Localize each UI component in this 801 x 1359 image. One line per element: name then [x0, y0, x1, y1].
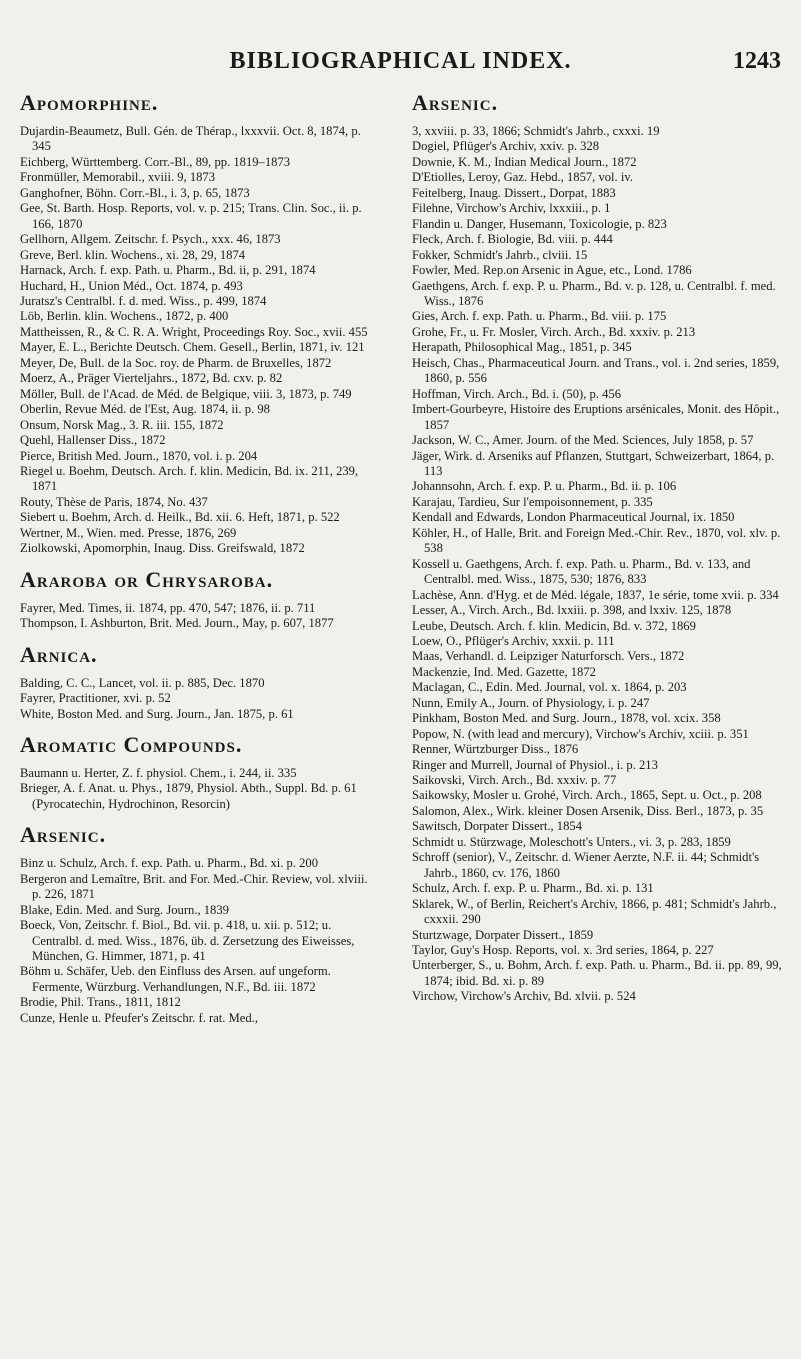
citation-entry: Mattheissen, R., & C. R. A. Wright, Proceedings Roy. Soc., xvii. 455 [20, 324, 368, 339]
citation-entry: Unterberger, S., u. Bohm, Arch. f. exp. Path. u. Pharm., Bd. ii. pp. 89, 99, 1874; ibid. Bd. xi. p. 89 [412, 958, 782, 988]
citation-entry: Loew, O., Pflüger's Archiv, xxxii. p. 111 [412, 633, 615, 648]
page-number: 1243 [733, 48, 781, 74]
citation-entry: Nunn, Emily A., Journ. of Physiology, i. p. 247 [412, 695, 650, 710]
citation-entry: Dogiel, Pflüger's Archiv, xxiv. p. 328 [412, 139, 600, 154]
citation-entry: Schulz, Arch. f. exp. P. u. Pharm., Bd. xi. p. 131 [412, 881, 654, 896]
citation-entry: Brieger, A. f. Anat. u. Phys., 1879, Physiol. Abth., Suppl. Bd. p. 61 (Pyrocatechin, Hydrochinon, Resorcin) [20, 781, 357, 811]
citation-entry: Eichberg, Württemberg. Corr.-Bl., 89, pp. 1819–1873 [20, 154, 291, 169]
citation-entry: Saikovski, Virch. Arch., Bd. xxxiv. p. 77 [412, 773, 617, 788]
citation-entry: Oberlin, Revue Méd. de l'Est, Aug. 1874, ii. p. 98 [20, 402, 270, 417]
citation-entry: Baumann u. Herter, Z. f. physiol. Chem., i. 244, ii. 335 [20, 765, 297, 780]
citation-entry: Brodie, Phil. Trans., 1811, 1812 [20, 995, 181, 1010]
citation-entry: Cunze, Henle u. Pfeufer's Zeitschr. f. rat. Med., [20, 1010, 258, 1025]
citation-entry: Quehl, Hallenser Diss., 1872 [20, 433, 166, 448]
citation-entry: Dujardin-Beaumetz, Bull. Gén. de Thérap., lxxxvii. Oct. 8, 1874, p. 345 [20, 124, 361, 154]
index-section [20, 822, 375, 1026]
citation-entry: Grohe, Fr., u. Fr. Mosler, Virch. Arch., Bd. xxxiv. p. 213 [412, 324, 696, 339]
citation-entry: Balding, C. C., Lancet, vol. ii. p. 885, Dec. 1870 [20, 675, 265, 690]
index-section [20, 642, 375, 722]
citation-entry: Sturtzwage, Dorpater Dissert., 1859 [412, 927, 594, 942]
citation-entry: Köhler, H., of Halle, Brit. and Foreign Med.-Chir. Rev., 1870, vol. xlv. p. 538 [412, 525, 781, 556]
citation-entry: Filehne, Virchow's Archiv, lxxxiii., p. 1 [412, 201, 611, 216]
citation-entry: Kendall and Edwards, London Pharmaceutical Journal, ix. 1850 [412, 510, 735, 525]
citation-entry: White, Boston Med. and Surg. Journ., Jan. 1875, p. 61 [20, 706, 294, 721]
citation-entry: Ganghofner, Böhn. Corr.-Bl., i. 3, p. 65, 1873 [20, 185, 250, 200]
section-heading: Arnica. [20, 641, 98, 667]
citation-entry: Schmidt u. Stürzwage, Moleschott's Unters., vi. 3, p. 283, 1859 [412, 834, 731, 849]
index-section [20, 90, 375, 557]
citation-entry: Leube, Deutsch. Arch. f. klin. Medicin, Bd. v. 372, 1869 [412, 618, 696, 633]
citation-entry: Downie, K. M., Indian Medical Journ., 1872 [412, 154, 637, 169]
citation-entry: Ringer and Murrell, Journal of Physiol., i. p. 213 [412, 757, 658, 772]
citation-entry: Boeck, Von, Zeitschr. f. Biol., Bd. vii. p. 418, u. xii. p. 512; u. Centralbl. d. med. Wiss., 1876, üb. d. Zersetzung des Eiweisses, München, G. Himmer, 1871, p. 41 [20, 918, 355, 964]
citation-entry: D'Etiolles, Leroy, Gaz. Hebd., 1857, vol. iv. [412, 170, 633, 185]
running-title: BIBLIOGRAPHICAL INDEX. [229, 48, 572, 74]
citation-entry: Karajau, Tardieu, Sur l'empoisonnement, p. 335 [412, 494, 653, 509]
citation-entry: Gaethgens, Arch. f. exp. P. u. Pharm., Bd. v. p. 128, u. Centralbl. f. med. Wiss., 1876 [412, 278, 776, 308]
section-heading: Apomorphine. [20, 90, 159, 115]
citation-entry: Thompson, I. Ashburton, Brit. Med. Journ., May, p. 607, 1877 [20, 616, 334, 631]
index-section [20, 567, 375, 632]
citation-entry: Fowler, Med. Rep.on Arsenic in Ague, etc., Lond. 1786 [412, 263, 692, 278]
left-column [20, 90, 375, 1026]
citation-entry: Salomon, Alex., Wirk. kleiner Dosen Arsenik, Diss. Berl., 1873, p. 35 [412, 803, 764, 818]
citation-entry: Routy, Thèse de Paris, 1874, No. 437 [20, 494, 208, 509]
citation-entry: Harnack, Arch. f. exp. Path. u. Pharm., Bd. ii, p. 291, 1874 [20, 263, 316, 278]
citation-entry: Hoffman, Virch. Arch., Bd. i. (50), p. 456 [412, 386, 621, 401]
citation-entry: Imbert-Gourbeyre, Histoire des Eruptions arsénicales, Monit. des Hôpit., 1857 [412, 402, 780, 432]
citation-entry: Binz u. Schulz, Arch. f. exp. Path. u. Pharm., Bd. xi. p. 200 [20, 856, 319, 871]
citation-entry: Möller, Bull. de l'Acad. de Méd. de Belgique, viii. 3, 1873, p. 749 [20, 386, 352, 401]
citation-entry: Maas, Verhandl. d. Leipziger Naturforsch. Vers., 1872 [412, 649, 685, 664]
index-section [20, 732, 375, 812]
citation-entry: Ziolkowski, Apomorphin, Inaug. Diss. Greifswald, 1872 [20, 541, 305, 556]
citation-entry: Herapath, Philosophical Mag., 1851, p. 345 [412, 340, 632, 355]
citation-entry: Riegel u. Boehm, Deutsch. Arch. f. klin. Medicin, Bd. ix. 211, 239, 1871 [20, 463, 359, 494]
citation-entry: Fleck, Arch. f. Biologie, Bd. viii. p. 444 [412, 232, 613, 247]
citation-entry: Fayrer, Med. Times, ii. 1874, pp. 470, 547; 1876, ii. p. 711 [20, 600, 316, 615]
citation-entry: Maclagan, C., Edin. Med. Journal, vol. x. 1864, p. 203 [412, 680, 687, 695]
section-heading: Arsenic. [412, 90, 499, 115]
citation-entry: Bergeron and Lemaître, Brit. and For. Med.-Chir. Review, vol. xlviii. p. 226, 1871 [20, 871, 368, 902]
citation-entry: Taylor, Guy's Hosp. Reports, vol. x. 3rd series, 1864, p. 227 [412, 943, 714, 958]
citation-entry: Fayrer, Practitioner, xvi. p. 52 [20, 691, 171, 706]
section-heading: Arsenic. [20, 822, 107, 848]
citation-entry: Löb, Berlin. klin. Wochens., 1872, p. 400 [20, 309, 229, 324]
citation-entry: Fronmüller, Memorabil., xviii. 9, 1873 [20, 170, 216, 185]
citation-entry: Blake, Edin. Med. and Surg. Journ., 1839 [20, 902, 229, 917]
citation-entry: Gee, St. Barth. Hosp. Reports, vol. v. p. 215; Trans. Clin. Soc., ii. p. 166, 1870 [20, 201, 362, 231]
citation-entry: Meyer, De, Bull. de la Soc. roy. de Pharm. de Bruxelles, 1872 [20, 355, 332, 370]
citation-entry: Greve, Berl. klin. Wochens., xi. 28, 29, 1874 [20, 247, 246, 262]
citation-entry: Saikowsky, Mosler u. Grohé, Virch. Arch., 1865, Sept. u. Oct., p. 208 [412, 788, 762, 803]
citation-entry: Renner, Würtzburger Diss., 1876 [412, 742, 579, 757]
citation-entry: Heisch, Chas., Pharmaceutical Journ. and Trans., vol. i. 2nd series, 1859, 1860, p. 556 [412, 355, 780, 386]
citation-entry: Mayer, E. L., Berichte Deutsch. Chem. Gesell., Berlin, 1871, iv. 121 [20, 340, 365, 355]
citation-entry: Fokker, Schmidt's Jahrb., clviii. 15 [412, 247, 588, 262]
citation-entry: Onsum, Norsk Mag., 3. R. iii. 155, 1872 [20, 417, 224, 432]
citation-entry: Lachèse, Ann. d'Hyg. et de Méd. légale, 1837, 1e série, tome xvii. p. 334 [412, 587, 779, 602]
citation-entry: Gies, Arch. f. exp. Path. u. Pharm., Bd. viii. p. 175 [412, 309, 667, 324]
index-section [412, 90, 787, 1005]
right-column [412, 90, 787, 1005]
citation-entry: Pinkham, Boston Med. and Surg. Journ., 1878, vol. xcix. 358 [412, 711, 721, 726]
section-heading: Aromatic Compounds. [20, 731, 243, 757]
citation-entry: Siebert u. Boehm, Arch. d. Heilk., Bd. xii. 6. Heft, 1871, p. 522 [20, 510, 340, 525]
citation-entry: Popow, N. (with lead and mercury), Virchow's Archiv, xciii. p. 351 [412, 726, 749, 741]
section-heading: Araroba or Chrysaroba. [20, 566, 274, 592]
citation-entry: Jäger, Wirk. d. Arseniks auf Pflanzen, Stuttgart, Schweizerbart, 1864, p. 113 [412, 448, 775, 478]
citation-entry: Gellhorn, Allgem. Zeitschr. f. Psych., xxx. 46, 1873 [20, 232, 281, 247]
citation-entry: Sawitsch, Dorpater Dissert., 1854 [412, 819, 582, 834]
citation-entry: Wertner, M., Wien. med. Presse, 1876, 269 [20, 525, 237, 540]
citation-entry: Feitelberg, Inaug. Dissert., Dorpat, 1883 [412, 185, 616, 200]
citation-entry: Juratsz's Centralbl. f. d. med. Wiss., p. 499, 1874 [20, 293, 267, 308]
citation-entry: Flandin u. Danger, Husemann, Toxicologie, p. 823 [412, 216, 667, 231]
citation-entry: Virchow, Virchow's Archiv, Bd. xlvii. p. 524 [412, 989, 636, 1004]
citation-entry: Moerz, A., Präger Vierteljahrs., 1872, Bd. cxv. p. 82 [20, 371, 283, 386]
citation-entry: Böhm u. Schäfer, Ueb. den Einfluss des Arsen. auf ungeform. Fermente, Würzburg. Verhandlungen, N.F., Bd. iii. 1872 [20, 964, 331, 994]
citation-entry: 3, xxviii. p. 33, 1866; Schmidt's Jahrb., cxxxi. 19 [412, 124, 660, 138]
citation-entry: Johannsohn, Arch. f. exp. P. u. Pharm., Bd. ii. p. 106 [412, 479, 677, 494]
citation-entry: Kossell u. Gaethgens, Arch. f. exp. Path. u. Pharm., Bd. v. 133, and Centralbl. med. Wiss., 1875, 530; 1876, 833 [412, 556, 751, 587]
citation-entry: Huchard, H., Union Méd., Oct. 1874, p. 493 [20, 278, 243, 293]
page-header [0, 48, 801, 82]
citation-entry: Lesser, A., Virch. Arch., Bd. lxxiii. p. 398, and lxxiv. 125, 1878 [412, 603, 732, 618]
citation-entry: Pierce, British Med. Journ., 1870, vol. i. p. 204 [20, 448, 258, 463]
citation-entry: Jackson, W. C., Amer. Journ. of the Med. Sciences, July 1858, p. 57 [412, 433, 754, 448]
citation-entry: Schroff (senior), V., Zeitschr. d. Wiener Aerzte, N.F. ii. 44; Schmidt's Jahrb., 1860, cv. 176, 1860 [412, 850, 760, 880]
citation-entry: Mackenzie, Ind. Med. Gazette, 1872 [412, 664, 596, 679]
citation-entry: Sklarek, W., of Berlin, Reichert's Archiv, 1866, p. 481; Schmidt's Jahrb., cxxxii. 290 [412, 896, 777, 927]
